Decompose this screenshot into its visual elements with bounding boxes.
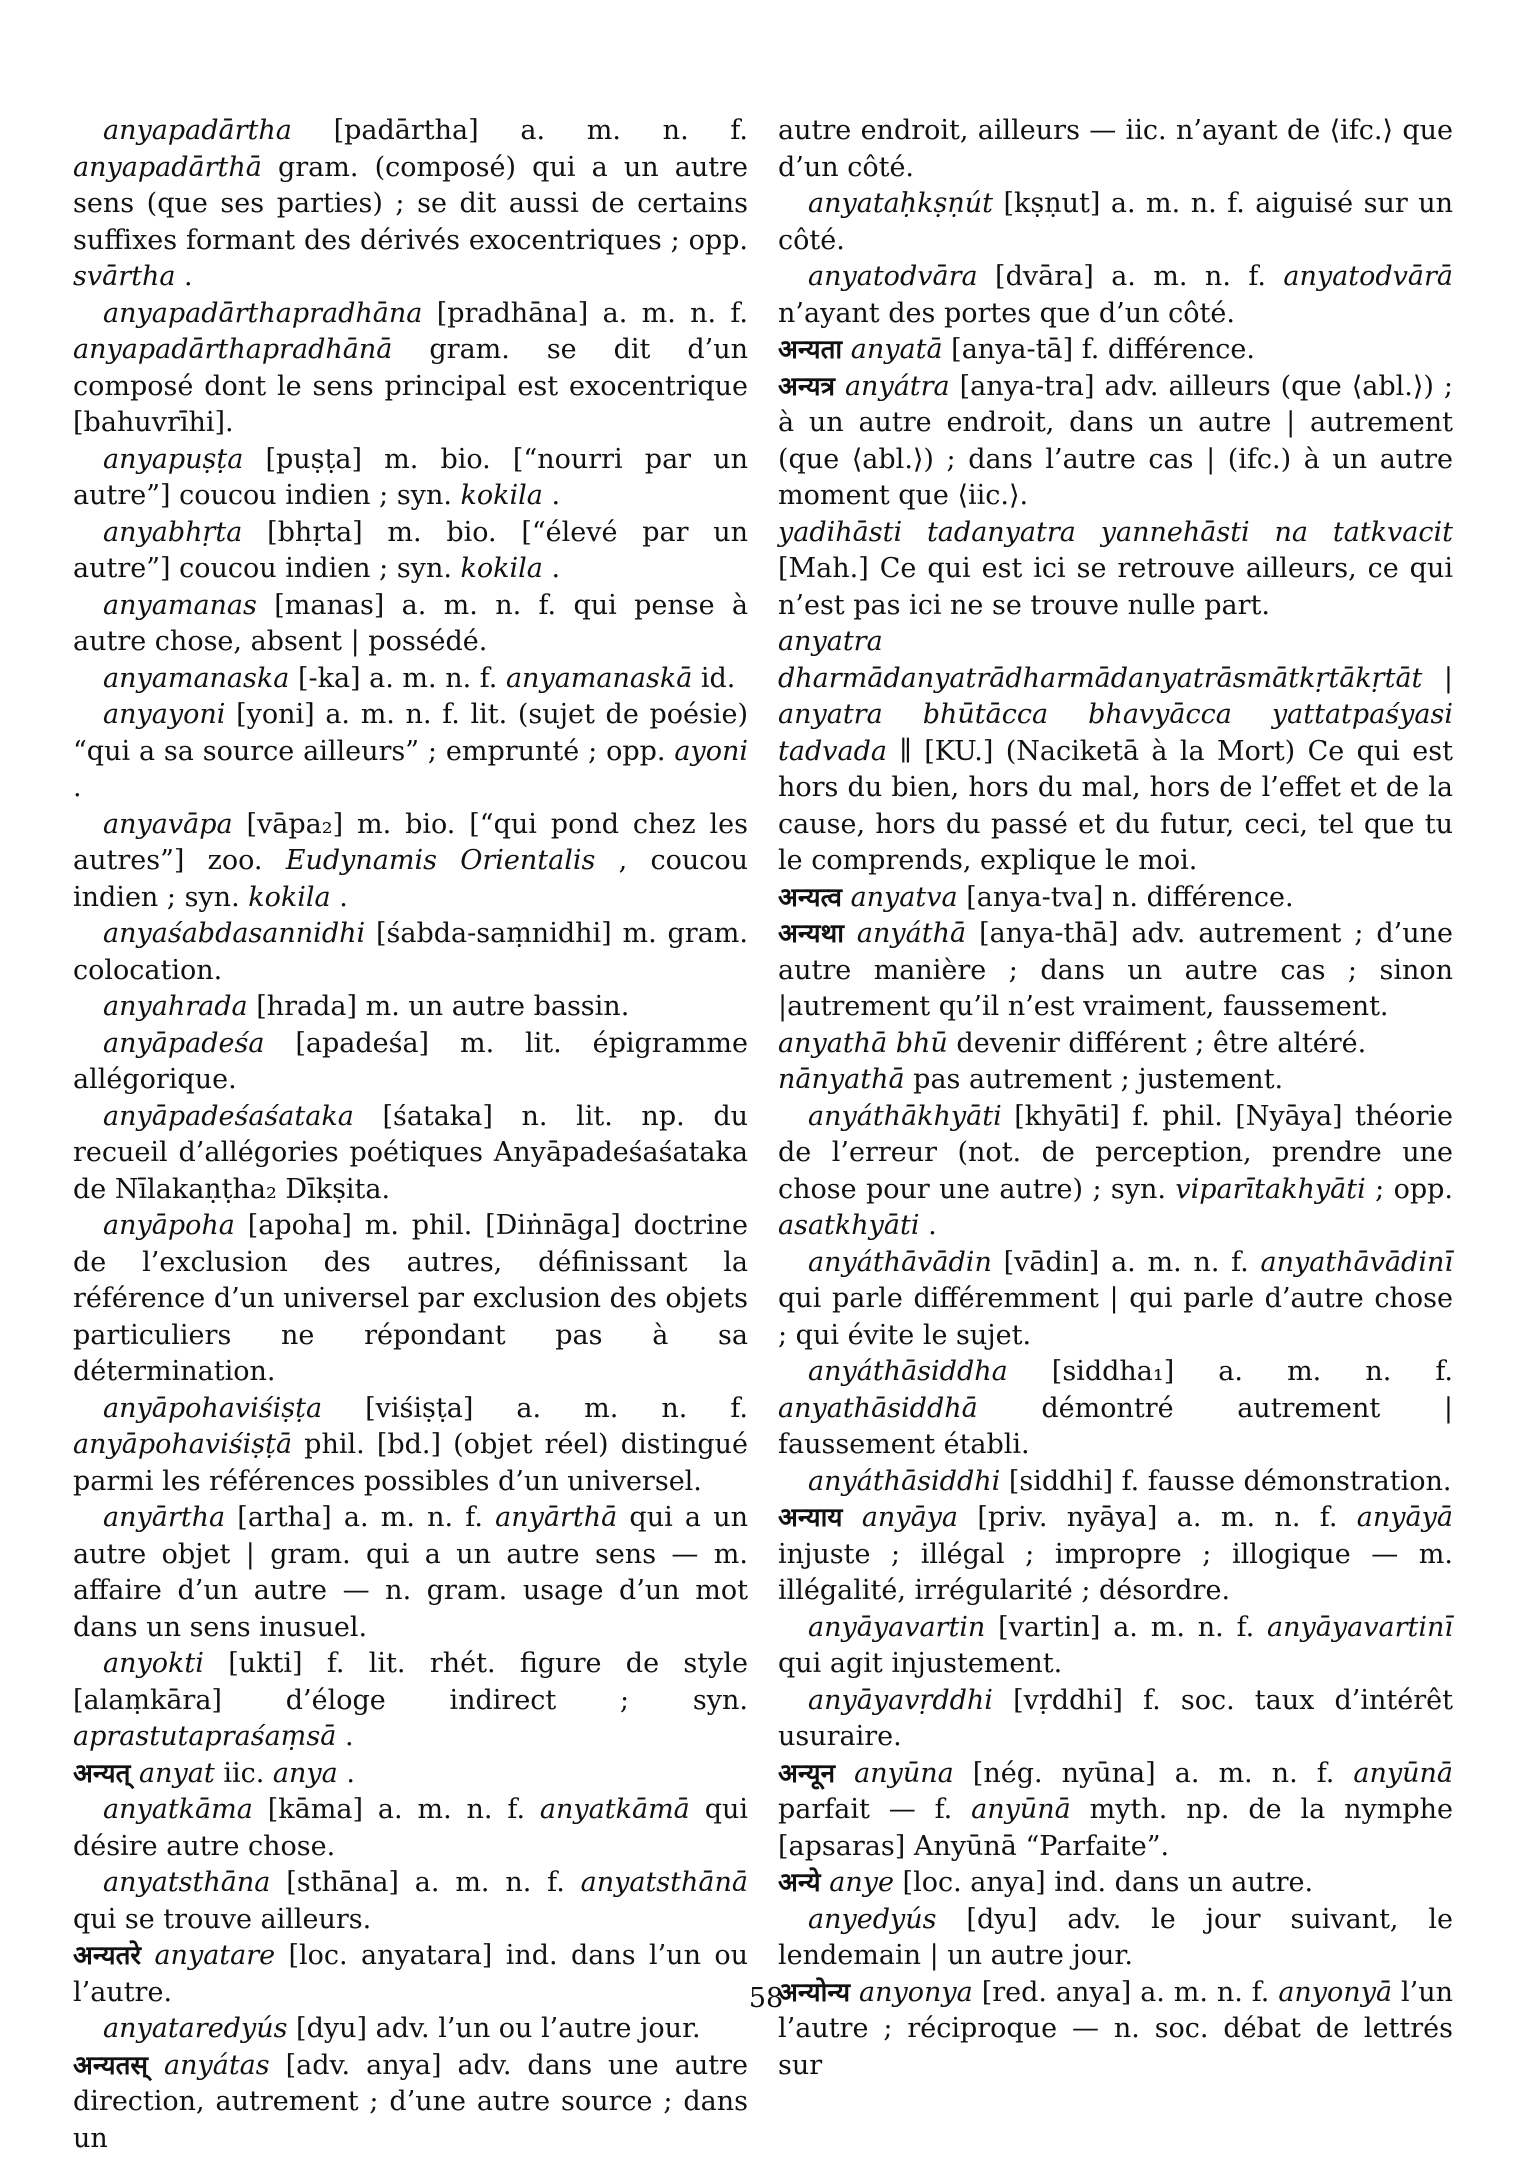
entry-text: iic.: [223, 1758, 273, 1789]
entry-term: aprastutapraśaṃsā: [73, 1721, 336, 1752]
dictionary-entry: [778, 1902, 1453, 1975]
dictionary-entry: [73, 1208, 748, 1391]
devanagari-headword: अन्ये: [778, 1868, 821, 1898]
entry-term: anyāyavṛddhi: [808, 1685, 993, 1716]
entry-text: n’ayant des portes que d’un côté.: [778, 298, 1235, 329]
entry-term: anyamanaska: [103, 663, 289, 694]
dictionary-entry: [73, 1792, 748, 1865]
entry-text: [red. anya] a. m. n. f.: [982, 1977, 1279, 2008]
entry-term: anyáthāvādin: [808, 1247, 992, 1278]
entry-term: anyapadārthapradhāna: [103, 298, 422, 329]
entry-text: [yoni] a. m. n. f. lit. (sujet de poésie) “qui a sa source ailleurs” ; emprunté ; opp.: [73, 699, 748, 767]
dictionary-entry: [73, 1099, 748, 1209]
entry-text: qui a un autre objet | gram. qui a un autre sens — m. affaire d’un autre — n. gram. usage d’un mot dans un sens inusuel.: [73, 1502, 748, 1643]
devanagari-headword: अन्यून: [778, 1759, 835, 1789]
dictionary-entry: [73, 2011, 748, 2048]
dictionary-entry: [778, 1865, 1453, 1902]
entry-text: [hrada] m. un autre bassin.: [256, 991, 629, 1022]
dictionary-entry: [73, 1865, 748, 1938]
entry-text: .: [551, 553, 560, 584]
entry-text: [Mah.] Ce qui est ici se retrouve ailleurs, ce qui n’est pas ici ne se trouve nulle part.: [778, 553, 1453, 621]
dictionary-entry: [778, 1245, 1453, 1355]
entry-term: anyūna: [854, 1758, 954, 1789]
dictionary-entry: [778, 515, 1453, 625]
dictionary-entry: [73, 2048, 748, 2157]
devanagari-headword: अन्यत्र: [778, 372, 835, 402]
entry-term: kokila: [461, 553, 543, 584]
dictionary-entry: [73, 1391, 748, 1501]
entry-term: anyatā: [851, 334, 943, 365]
entry-term: anyatodvārā: [1283, 261, 1453, 292]
entry-term: yadihāsti tadanyatra yannehāsti na tatkvacit: [778, 517, 1453, 548]
dictionary-entry: [778, 1500, 1453, 1610]
entry-text: pas autrement ; justement.: [913, 1064, 1283, 1095]
dictionary-entry: [73, 697, 748, 807]
devanagari-headword: अन्यता: [778, 335, 842, 365]
entry-text: .: [551, 480, 560, 511]
entry-text: myth. np. de la nymphe [apsaras] Anyūnā “Parfaite”.: [778, 1794, 1453, 1862]
entry-term: nānyathā: [778, 1064, 905, 1095]
entry-text: parfait — f.: [778, 1794, 971, 1825]
entry-text: [KU.] (Naciketā à la Mort) Ce qui est hors du bien, hors du mal, hors de l’effet et de la cause, hors du passé et du futur, ceci, tel que tu le comprends, explique le moi.: [778, 736, 1453, 877]
entry-term: Eudynamis Orientalis: [286, 845, 596, 876]
entry-text: [anya-tva] n. différence.: [966, 882, 1293, 913]
entry-term: anyāyavartinī: [1267, 1612, 1453, 1643]
entry-term: anyārtha: [103, 1502, 225, 1533]
entry-text: [khyāti] f. phil. [Nyāya] théorie de l’erreur (not. de perception, prendre une chose pour une autre) ; syn.: [778, 1101, 1453, 1205]
dictionary-entry: [778, 1756, 1453, 1866]
entry-term: anyapuṣṭa: [103, 444, 243, 475]
entry-term: anyapadārthā: [73, 152, 262, 183]
entry-text: qui désire autre chose.: [73, 1794, 748, 1862]
entry-term: anyūnā: [1353, 1758, 1453, 1789]
dictionary-entry: [778, 1610, 1453, 1683]
dictionary-entry: [73, 588, 748, 661]
entry-text: [padārtha] a. m. n. f.: [334, 115, 748, 146]
dictionary-entry: [73, 113, 748, 296]
devanagari-headword: अन्यत्: [73, 1759, 130, 1789]
entry-term: anyāpoha: [103, 1210, 235, 1241]
entry-text: [vādin] a. m. n. f.: [1004, 1247, 1261, 1278]
dictionary-entry: [73, 661, 748, 698]
entry-text: [pradhāna] a. m. n. f.: [437, 298, 748, 329]
entry-text: id.: [701, 663, 736, 694]
entry-term: anya: [273, 1758, 338, 1789]
dictionary-entry: [73, 515, 748, 588]
devanagari-headword: अन्याय: [778, 1503, 842, 1533]
entry-term: anyáthāsiddha: [808, 1356, 1008, 1387]
entry-term: anyatodvāra: [808, 261, 978, 292]
entry-term: anyapadārtha: [103, 115, 292, 146]
entry-text: injuste ; illégal ; impropre ; illogique — m. illégalité, irrégularité ; désordre.: [778, 1539, 1453, 1607]
dictionary-entry: [778, 332, 1453, 369]
entry-term: anyáthāsiddhi: [808, 1466, 1000, 1497]
entry-term: anyatra dharmādanyatrādharmādanyatrāsmātkṛtākṛtāt | anyatra bhūtācca bhavyācca yattatpaśyasi tadvada ∥: [778, 626, 1453, 767]
dictionary-entry: [778, 916, 1453, 1026]
dictionary-entry: [778, 113, 1453, 186]
entry-text: ; opp.: [1375, 1174, 1453, 1205]
entry-text: gram. (composé) qui a un autre sens (que ses parties) ; se dit aussi de certains suffixes formant des dérivés exocentriques ; opp.: [73, 152, 748, 256]
entry-text: [artha] a. m. n. f.: [237, 1502, 495, 1533]
entry-term: kokila: [461, 480, 543, 511]
entry-text: [sthāna] a. m. n. f.: [286, 1867, 580, 1898]
dictionary-entry: [778, 880, 1453, 917]
entry-term: asatkhyāti: [778, 1210, 920, 1241]
entry-text: [adv. anya] adv. dans une autre direction, autrement ; d’une autre source ; dans un: [73, 2050, 748, 2154]
entry-text: [viśiṣṭa] a. m. n. f.: [365, 1393, 748, 1424]
entry-term: anyāpohaviśiṣṭa: [103, 1393, 322, 1424]
entry-text: .: [345, 1721, 354, 1752]
entry-term: anyátra: [845, 371, 950, 402]
entry-term: anyathā bhū: [778, 1028, 948, 1059]
entry-text: [śabda-saṃnidhi] m. gram. colocation.: [73, 918, 748, 986]
dictionary-entry: [73, 296, 748, 442]
entry-term: anyáthākhyāti: [808, 1101, 1002, 1132]
page-number: 58: [0, 1983, 1532, 2014]
entry-term: anyonya: [859, 1977, 973, 2008]
entry-text: [manas] a. m. n. f. qui pense à autre chose, absent | possédé.: [73, 590, 748, 658]
dictionary-entry: [73, 1026, 748, 1099]
entry-text: [vṛddhi] f. soc. taux d’intérêt usuraire.: [778, 1685, 1453, 1753]
left-column: [73, 113, 748, 2157]
entry-text: [vartin] a. m. n. f.: [998, 1612, 1267, 1643]
entry-text: .: [184, 261, 193, 292]
dictionary-entry: [778, 624, 1453, 880]
dictionary-entry: [73, 1646, 748, 1756]
dictionary-entry: [778, 1026, 1453, 1063]
dictionary-entry: [778, 259, 1453, 332]
dictionary-entry: [73, 1500, 748, 1646]
entry-term: anyáthā: [857, 918, 966, 949]
entry-text: gram. se dit d’un composé dont le sens principal est exocentrique [bahuvrīhi].: [73, 334, 748, 438]
entry-text: [dyu] adv. l’un ou l’autre jour.: [296, 2013, 701, 2044]
entry-term: viparītakhyāti: [1175, 1174, 1365, 1205]
entry-text: .: [73, 772, 82, 803]
devanagari-headword: अन्यथा: [778, 919, 844, 949]
entry-term: anyāpadeśaśataka: [103, 1101, 354, 1132]
entry-text: [dvāra] a. m. n. f.: [995, 261, 1283, 292]
dictionary-entry: [73, 916, 748, 989]
entry-term: anyāpohaviśiṣṭā: [73, 1429, 292, 1460]
entry-term: anyayoni: [103, 699, 225, 730]
entry-text: [ukti] f. lit. rhét. figure de style [alaṃkāra] d’éloge indirect ; syn.: [73, 1648, 748, 1716]
dictionary-entry: [73, 1756, 748, 1793]
devanagari-headword: अन्यतरे: [73, 1941, 141, 1971]
entry-text: [loc. anya] ind. dans un autre.: [903, 1867, 1314, 1898]
entry-term: ayoni: [674, 736, 748, 767]
entry-term: anyahrada: [103, 991, 248, 1022]
entry-term: anyathāsiddhā: [778, 1393, 978, 1424]
entry-term: anyāpadeśa: [103, 1028, 264, 1059]
entry-term: anyat: [139, 1758, 215, 1789]
entry-text: [kṣṇut] a. m. n. f. aiguisé sur un côté.: [778, 188, 1453, 256]
entry-term: kokila: [248, 882, 330, 913]
entry-term: anye: [829, 1867, 894, 1898]
entry-term: anyāyā: [1357, 1502, 1453, 1533]
entry-text: .: [346, 1758, 355, 1789]
entry-text: [dyu] adv. le jour suivant, le lendemain | un autre jour.: [778, 1904, 1453, 1972]
entry-term: anyabhṛta: [103, 517, 242, 548]
dictionary-entry: [778, 1099, 1453, 1245]
entry-text: [anya-thā] adv. autrement ; d’une autre manière ; dans un autre cas ; sinon |autrement qu’il n’est vraiment, faussement.: [778, 918, 1453, 1022]
right-column: [778, 113, 1453, 2084]
entry-text: .: [339, 882, 348, 913]
entry-term: anyaśabdasannidhi: [103, 918, 365, 949]
entry-term: anyataḥkṣṇút: [808, 188, 993, 219]
dictionary-entry: [778, 1062, 1453, 1099]
dictionary-entry: [73, 807, 748, 917]
entry-text: [siddhi] f. fausse démonstration.: [1009, 1466, 1452, 1497]
entry-term: anyatva: [851, 882, 958, 913]
entry-term: anyatare: [154, 1940, 275, 1971]
entry-text: [apoha] m. phil. [Diṅnāga] doctrine de l’exclusion des autres, définissant la référence d’un universel par exclusion des objets particuliers ne répondant pas à sa détermination.: [73, 1210, 748, 1387]
devanagari-headword: अन्योन्य: [778, 1978, 850, 2008]
dictionary-entry: [778, 186, 1453, 259]
entry-term: anyamanas: [103, 590, 257, 621]
entry-text: phil. [bd.] (objet réel) distingué parmi les références possibles d’un universel.: [73, 1429, 748, 1497]
entry-text: [vāpa₂] m. bio. [“qui pond chez les autres”] zoo.: [73, 809, 748, 877]
dictionary-entry: [73, 442, 748, 515]
entry-term: anyūnā: [971, 1794, 1071, 1825]
entry-term: anyátas: [164, 2050, 270, 2081]
entry-text: l’un l’autre ; réciproque — n. soc. débat de lettrés sur: [778, 1977, 1453, 2081]
entry-term: anyatkāma: [103, 1794, 253, 1825]
dictionary-entry: [778, 1464, 1453, 1501]
entry-term: anyatsthānā: [581, 1867, 748, 1898]
dictionary-entry: [778, 1354, 1453, 1464]
entry-term: svārtha: [73, 261, 175, 292]
entry-text: autre endroit, ailleurs — iic. n’ayant de ⟨ifc.⟩ que d’un côté.: [778, 115, 1453, 183]
entry-term: anyapadārthapradhānā: [73, 334, 392, 365]
entry-text: [siddha₁] a. m. n. f.: [1052, 1356, 1453, 1387]
entry-text: [apadeśa] m. lit. épigramme allégorique.: [73, 1028, 748, 1096]
entry-term: anyatkāmā: [540, 1794, 690, 1825]
entry-text: [anya-tra] adv. ailleurs (que ⟨abl.⟩) ; à un autre endroit, dans un autre | autrement (que ⟨abl.⟩) ; dans l’autre cas | (ifc.) à un autre moment que ⟨iic.⟩.: [778, 371, 1453, 512]
entry-text: [nég. nyūna] a. m. n. f.: [973, 1758, 1354, 1789]
entry-term: anyāyavartin: [808, 1612, 985, 1643]
entry-term: anyavāpa: [103, 809, 233, 840]
entry-term: anyonyā: [1278, 1977, 1392, 2008]
entry-text: [loc. anyatara] ind. dans l’un ou l’autre.: [73, 1940, 748, 2008]
entry-term: anyedyús: [808, 1904, 937, 1935]
entry-term: anyatsthāna: [103, 1867, 270, 1898]
entry-term: anyamanaskā: [506, 663, 692, 694]
entry-text: devenir différent ; être altéré.: [956, 1028, 1366, 1059]
entry-text: [-ka] a. m. n. f.: [298, 663, 506, 694]
entry-text: qui parle différemment | qui parle d’autre chose ; qui évite le sujet.: [778, 1283, 1453, 1351]
entry-text: [puṣṭa] m. bio. [“nourri par un autre”] coucou indien ; syn.: [73, 444, 748, 512]
entry-text: qui se trouve ailleurs.: [73, 1904, 371, 1935]
entry-text: [anya-tā] f. différence.: [951, 334, 1255, 365]
entry-text: démontré autrement | faussement établi.: [778, 1393, 1453, 1461]
entry-text: .: [928, 1210, 937, 1241]
entry-text: [bhṛta] m. bio. [“élevé par un autre”] coucou indien ; syn.: [73, 517, 748, 585]
devanagari-headword: अन्यतस्: [73, 2051, 148, 2081]
entry-text: [śataka] n. lit. np. du recueil d’allégories poétiques Anyāpadeśaśataka de Nīlakaṇṭha₂ Dīkṣita.: [73, 1101, 748, 1205]
entry-term: anyokti: [103, 1648, 204, 1679]
devanagari-headword: अन्यत्व: [778, 883, 842, 913]
dictionary-entry: [73, 989, 748, 1026]
dictionary-entry: [778, 1683, 1453, 1756]
entry-text: qui agit injustement.: [778, 1648, 1062, 1679]
entry-term: anyārthā: [495, 1502, 617, 1533]
entry-term: anyāya: [862, 1502, 958, 1533]
entry-term: anyathāvādinī: [1261, 1247, 1453, 1278]
entry-text: [kāma] a. m. n. f.: [268, 1794, 540, 1825]
entry-text: [priv. nyāya] a. m. n. f.: [977, 1502, 1356, 1533]
entry-term: anyataredyús: [103, 2013, 287, 2044]
dictionary-entry: [778, 369, 1453, 515]
entry-text: , coucou indien ; syn.: [73, 845, 748, 913]
